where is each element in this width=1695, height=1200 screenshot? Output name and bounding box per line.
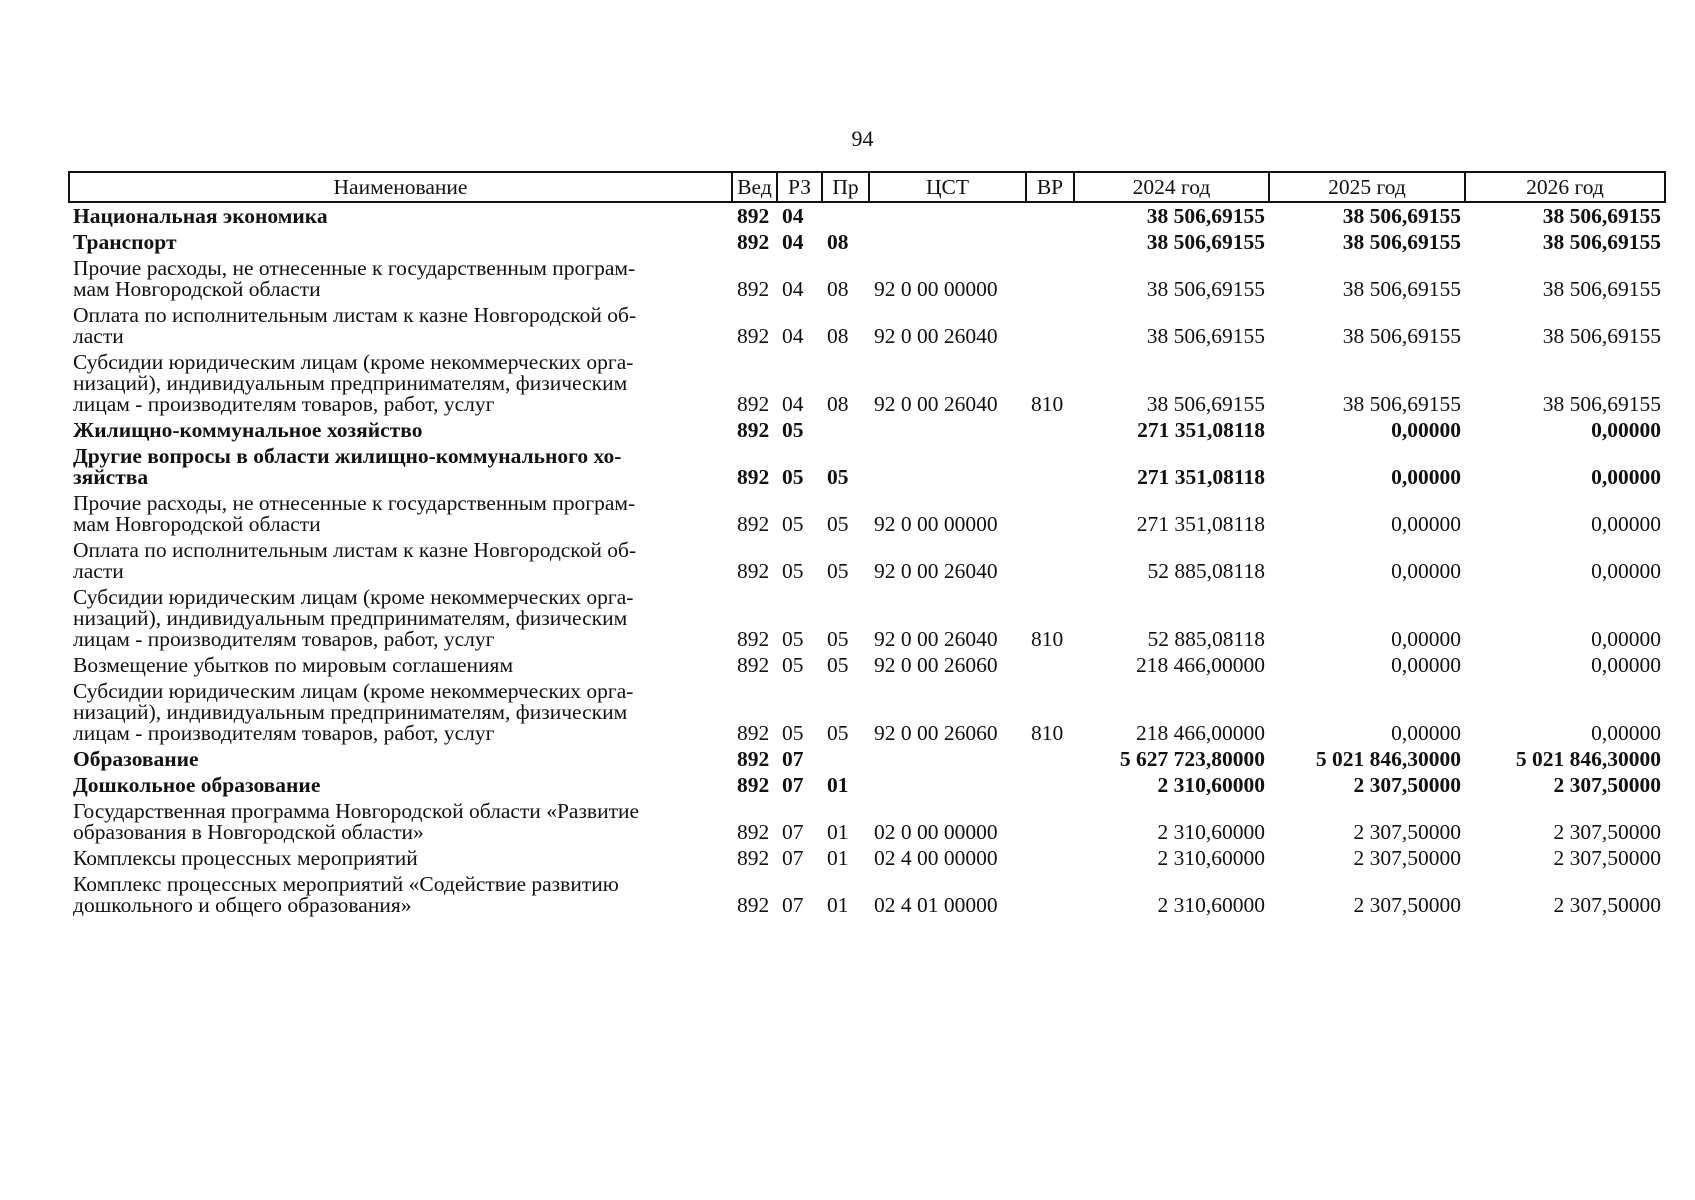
cell-2025: 0,00000 (1391, 512, 1461, 536)
table-row (69, 584, 1665, 652)
cell-rz: 05 (782, 721, 804, 745)
cell-2024: 218 466,00000 (1136, 653, 1265, 677)
cell-2024: 38 506,69155 (1146, 392, 1265, 416)
table-row (69, 652, 1665, 678)
cell-2026: 0,00000 (1591, 559, 1661, 583)
table-header (69, 172, 1665, 202)
cell-vr (1026, 845, 1074, 871)
table-row (69, 678, 1665, 746)
cell-2026: 2 307,50000 (1553, 773, 1661, 797)
table-row (69, 537, 1665, 584)
cell-2024: 2 310,60000 (1157, 846, 1265, 870)
cell-name: Оплата по исполнительным листам к казне Новгородской об- ласти (73, 538, 637, 583)
cell-vr (1026, 798, 1074, 845)
cell-ved: 892 (737, 204, 770, 228)
cell-name: Комплексы процессных мероприятий (73, 846, 418, 870)
cell-rz: 07 (782, 846, 804, 870)
cell-2025: 0,00000 (1391, 418, 1461, 442)
cell-2026: 38 506,69155 (1542, 324, 1661, 348)
cell-cst: 92 0 00 00000 (874, 277, 998, 301)
cell-2024: 271 351,08118 (1137, 465, 1265, 489)
table-row (69, 490, 1665, 537)
cell-vr (1026, 302, 1074, 349)
cell-vr (1026, 871, 1074, 918)
cell-name: Оплата по исполнительным листам к казне Новгородской об- ласти (73, 303, 637, 348)
cell-rz: 07 (782, 747, 804, 771)
cell-vr: 810 (1031, 627, 1064, 651)
cell-cst (869, 746, 1026, 772)
cell-rz: 05 (782, 559, 804, 583)
cell-2024: 5 627 723,80000 (1119, 747, 1265, 771)
header-cst: ЦСТ (869, 172, 1026, 202)
cell-name: Прочие расходы, не отнесенные к государственным програм- мам Новгородской области (73, 491, 636, 536)
cell-rz: 04 (782, 324, 804, 348)
page-number: 94 (851, 126, 874, 151)
cell-rz: 04 (782, 277, 804, 301)
cell-vr (1026, 652, 1074, 678)
cell-2025: 38 506,69155 (1342, 204, 1461, 228)
cell-2025: 0,00000 (1391, 721, 1461, 745)
cell-2024: 2 310,60000 (1157, 820, 1265, 844)
cell-2026: 38 506,69155 (1542, 392, 1661, 416)
cell-pr: 08 (827, 324, 849, 348)
cell-ved: 892 (737, 465, 770, 489)
cell-2024: 271 351,08118 (1137, 418, 1265, 442)
table-row (69, 417, 1665, 443)
cell-2026: 2 307,50000 (1553, 846, 1661, 870)
cell-rz: 04 (782, 204, 804, 228)
cell-vr (1026, 417, 1074, 443)
cell-rz: 05 (782, 512, 804, 536)
cell-ved: 892 (737, 721, 770, 745)
cell-ved: 892 (737, 820, 770, 844)
cell-2024: 52 885,08118 (1147, 627, 1265, 651)
cell-cst: 92 0 00 26040 (874, 559, 998, 583)
cell-vr (1026, 490, 1074, 537)
cell-ved: 892 (737, 230, 770, 254)
cell-2025: 0,00000 (1391, 627, 1461, 651)
cell-pr: 05 (827, 512, 849, 536)
table-row (69, 202, 1665, 229)
cell-vr (1026, 229, 1074, 255)
cell-pr: 05 (827, 653, 849, 677)
cell-2026: 0,00000 (1591, 721, 1661, 745)
budget-table (68, 171, 1666, 918)
cell-rz: 07 (782, 893, 804, 917)
cell-vr: 810 (1031, 392, 1064, 416)
table-row (69, 871, 1665, 918)
cell-2026: 38 506,69155 (1542, 230, 1661, 254)
cell-cst: 02 0 00 00000 (874, 820, 998, 844)
cell-2026: 0,00000 (1591, 465, 1661, 489)
header-rz: РЗ (777, 172, 822, 202)
cell-ved: 892 (737, 324, 770, 348)
cell-2025: 38 506,69155 (1342, 324, 1461, 348)
cell-2026: 0,00000 (1591, 512, 1661, 536)
cell-name: Транспорт (73, 230, 177, 254)
cell-2026: 38 506,69155 (1542, 204, 1661, 228)
cell-2024: 38 506,69155 (1146, 277, 1265, 301)
header-2025: 2025 год (1269, 172, 1465, 202)
cell-rz: 07 (782, 773, 804, 797)
cell-cst (869, 443, 1026, 490)
cell-2025: 38 506,69155 (1342, 392, 1461, 416)
cell-2024: 218 466,00000 (1136, 721, 1265, 745)
header-2024: 2024 год (1074, 172, 1269, 202)
cell-cst: 92 0 00 00000 (874, 512, 998, 536)
cell-ved: 892 (737, 392, 770, 416)
cell-2025: 0,00000 (1391, 653, 1461, 677)
header-vr: ВР (1026, 172, 1074, 202)
cell-2026: 0,00000 (1591, 418, 1661, 442)
cell-pr (822, 746, 869, 772)
cell-rz: 04 (782, 392, 804, 416)
cell-2024: 2 310,60000 (1157, 773, 1265, 797)
cell-ved: 892 (737, 627, 770, 651)
cell-rz: 04 (782, 230, 804, 254)
cell-name: Комплекс процессных мероприятий «Содействие развитию дошкольного и общего образования» (73, 872, 619, 917)
cell-rz: 05 (782, 653, 804, 677)
cell-2026: 0,00000 (1591, 627, 1661, 651)
cell-cst (869, 229, 1026, 255)
table-row (69, 845, 1665, 871)
cell-cst (869, 772, 1026, 798)
cell-rz: 07 (782, 820, 804, 844)
cell-cst: 02 4 00 00000 (874, 846, 998, 870)
cell-2026: 2 307,50000 (1553, 820, 1661, 844)
cell-pr (822, 202, 869, 229)
cell-pr: 05 (827, 559, 849, 583)
cell-2024: 271 351,08118 (1136, 512, 1265, 536)
cell-name: Образование (73, 747, 199, 771)
table-row (69, 255, 1665, 302)
cell-cst (869, 417, 1026, 443)
cell-vr (1026, 772, 1074, 798)
cell-ved: 892 (737, 277, 770, 301)
cell-vr (1026, 443, 1074, 490)
table-row (69, 229, 1665, 255)
cell-2025: 0,00000 (1391, 465, 1461, 489)
cell-2026: 38 506,69155 (1542, 277, 1661, 301)
cell-2026: 5 021 846,30000 (1515, 747, 1661, 771)
cell-pr: 05 (827, 465, 849, 489)
cell-ved: 892 (737, 893, 770, 917)
cell-vr: 810 (1031, 721, 1064, 745)
cell-cst: 92 0 00 26040 (874, 324, 998, 348)
cell-pr: 05 (827, 721, 849, 745)
cell-name: Другие вопросы в области жилищно-коммунального хо- зяйства (73, 444, 622, 489)
table-body (69, 202, 1665, 918)
cell-pr: 01 (827, 893, 849, 917)
cell-vr (1026, 746, 1074, 772)
cell-pr: 08 (827, 230, 849, 254)
cell-cst: 92 0 00 26040 (874, 392, 998, 416)
cell-ved: 892 (737, 846, 770, 870)
header-2026: 2026 год (1465, 172, 1665, 202)
cell-2024: 2 310,60000 (1157, 893, 1265, 917)
cell-2024: 38 506,69155 (1146, 204, 1265, 228)
cell-ved: 892 (737, 512, 770, 536)
cell-2025: 2 307,50000 (1353, 820, 1461, 844)
cell-2025: 38 506,69155 (1342, 230, 1461, 254)
cell-ved: 892 (737, 653, 770, 677)
cell-name: Жилищно-коммунальное хозяйство (73, 418, 423, 442)
cell-ved: 892 (737, 747, 770, 771)
cell-2026: 2 307,50000 (1553, 893, 1661, 917)
table-row (69, 798, 1665, 845)
cell-pr: 01 (827, 846, 849, 870)
table-row (69, 302, 1665, 349)
cell-name: Субсидии юридическим лицам (кроме некоммерческих орга- низаций), индивидуальным предпринимателям, физическим лицам - производителям товаров, работ, услуг (73, 585, 634, 651)
cell-2025: 2 307,50000 (1353, 846, 1461, 870)
header-name: Наименование (69, 172, 732, 202)
cell-rz: 05 (782, 418, 804, 442)
header-pr: Пр (822, 172, 869, 202)
cell-2024: 38 506,69155 (1146, 324, 1265, 348)
cell-2025: 0,00000 (1391, 559, 1461, 583)
table-row (69, 443, 1665, 490)
cell-cst: 92 0 00 26060 (874, 721, 998, 745)
cell-ved: 892 (737, 559, 770, 583)
cell-cst (869, 202, 1026, 229)
cell-vr (1026, 255, 1074, 302)
cell-pr: 01 (827, 773, 849, 797)
cell-2025: 5 021 846,30000 (1315, 747, 1461, 771)
cell-pr: 01 (827, 820, 849, 844)
table-row (69, 772, 1665, 798)
cell-name: Субсидии юридическим лицам (кроме некоммерческих орга- низаций), индивидуальным предпринимателям, физическим лицам - производителям товаров, работ, услуг (73, 679, 634, 745)
cell-pr: 08 (827, 392, 849, 416)
cell-ved: 892 (737, 773, 770, 797)
cell-cst: 92 0 00 26060 (874, 653, 998, 677)
cell-2025: 38 506,69155 (1342, 277, 1461, 301)
cell-vr (1026, 537, 1074, 584)
cell-pr: 05 (827, 627, 849, 651)
cell-name: Субсидии юридическим лицам (кроме некоммерческих орга- низаций), индивидуальным предпринимателям, физическим лицам - производителям товаров, работ, услуг (73, 350, 634, 416)
cell-pr (822, 417, 869, 443)
cell-pr: 08 (827, 277, 849, 301)
cell-2024: 52 885,08118 (1147, 559, 1265, 583)
cell-name: Прочие расходы, не отнесенные к государственным програм- мам Новгородской области (73, 256, 636, 301)
cell-2025: 2 307,50000 (1353, 893, 1461, 917)
table-row (69, 746, 1665, 772)
cell-name: Возмещение убытков по мировым соглашениям (73, 653, 514, 677)
cell-cst: 92 0 00 26040 (874, 627, 998, 651)
cell-2024: 38 506,69155 (1146, 230, 1265, 254)
cell-2025: 2 307,50000 (1353, 773, 1461, 797)
cell-name: Национальная экономика (73, 204, 328, 228)
cell-rz: 05 (782, 627, 804, 651)
cell-rz: 05 (782, 465, 804, 489)
table-row (69, 349, 1665, 417)
cell-vr (1026, 202, 1074, 229)
cell-name: Государственная программа Новгородской области «Развитие образования в Новгородской области» (73, 799, 640, 844)
header-ved: Вед (732, 172, 777, 202)
cell-2026: 0,00000 (1591, 653, 1661, 677)
cell-name: Дошкольное образование (73, 773, 321, 797)
cell-ved: 892 (737, 418, 770, 442)
cell-cst: 02 4 01 00000 (874, 893, 998, 917)
